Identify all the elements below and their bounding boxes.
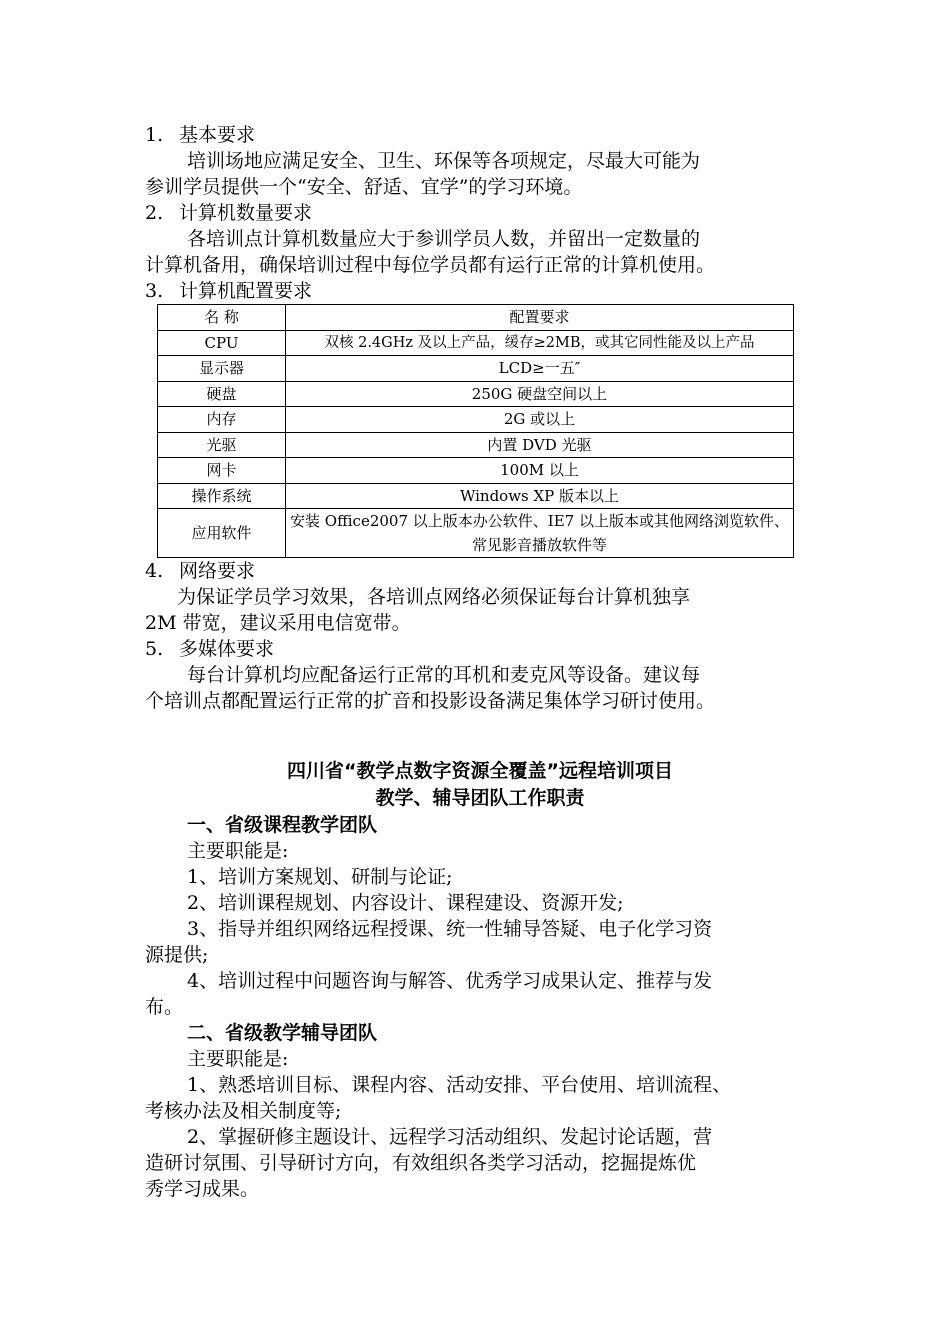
list-item: 布。 [145,996,184,1018]
table-cell: 硬盘 [158,381,286,407]
section-heading-5: 5. 多媒体要求 [145,638,275,660]
table-cell: 内存 [158,407,286,433]
paragraph: 主要职能是: [187,1048,289,1070]
section-heading-3: 3. 计算机配置要求 [145,280,313,302]
table-cell: 250G 硬盘空间以上 [286,381,794,407]
table-header: 名 称 [158,305,286,331]
table-row [158,330,794,356]
paragraph: 每台计算机均应配备运行正常的耳机和麦克风等设备。建议每 [187,664,701,686]
list-item: 4、培训过程中问题咨询与解答、优秀学习成果认定、推荐与发 [187,970,713,992]
section-heading-1: 1. 基本要求 [145,124,256,146]
list-item: 源提供; [145,944,209,966]
paragraph: 参训学员提供一个“安全、舒适、宜学”的学习环境。 [145,176,583,198]
list-item: 2、培训课程规划、内容设计、课程建设、资源开发; [187,892,624,914]
table-row [158,458,794,484]
list-item: 考核办法及相关制度等; [145,1100,342,1122]
duties-subtitle: 教学、辅导团队工作职责 [375,787,585,809]
table-row [158,356,794,382]
list-item: 秀学习成果。 [145,1178,260,1200]
table-row [158,483,794,509]
paragraph: 各培训点计算机数量应大于参训学员人数，并留出一定数量的 [187,228,701,250]
table-header-row [158,305,794,331]
list-item: 造研讨氛围、引导研讨方向，有效组织各类学习活动，挖掘提炼优 [145,1152,697,1174]
paragraph: 主要职能是: [187,840,289,862]
table-cell: 显示器 [158,356,286,382]
config-table [157,304,794,558]
team-heading-2: 二、省级教学辅导团队 [187,1022,378,1044]
table-header: 配置要求 [286,305,794,331]
table-cell: Windows XP 版本以上 [286,483,794,509]
list-item: 1、培训方案规划、研制与论证; [187,866,453,888]
section-heading-2: 2. 计算机数量要求 [145,202,313,224]
document-page [145,122,815,1202]
table-cell: 光驱 [158,432,286,458]
paragraph: 2M 带宽，建议采用电信宽带。 [145,612,411,634]
table-cell: 操作系统 [158,483,286,509]
table-cell: 网卡 [158,458,286,484]
list-item: 3、指导并组织网络远程授课、统一性辅导答疑、电子化学习资 [187,918,713,940]
duties-title: 四川省“教学点数字资源全覆盖”远程培训项目 [287,760,673,782]
table-row [158,432,794,458]
table-cell: 应用软件 [158,509,286,558]
spacer [145,714,815,758]
section-heading-4: 4. 网络要求 [145,560,256,582]
table-cell: 双核 2.4GHz 及以上产品，缓存≥2MB，或其它同性能及以上产品 [286,330,794,356]
list-item: 1、熟悉培训目标、课程内容、活动安排、平台使用、培训流程、 [187,1074,732,1096]
table-cell: 安装 Office2007 以上版本办公软件、IE7 以上版本或其他网络浏览软件、常见影音播放软件等 [286,509,794,558]
table-cell: CPU [158,330,286,356]
table-cell: 100M 以上 [286,458,794,484]
table-cell: LCD≥一五″ [286,356,794,382]
table-row [158,381,794,407]
team-heading-1: 一、省级课程教学团队 [187,814,378,836]
list-item: 2、掌握研修主题设计、远程学习活动组织、发起讨论话题，营 [187,1126,713,1148]
table-row [158,509,794,558]
table-row [158,407,794,433]
table-cell: 内置 DVD 光驱 [286,432,794,458]
paragraph: 培训场地应满足安全、卫生、环保等各项规定，尽最大可能为 [187,150,701,172]
paragraph: 个培训点都配置运行正常的扩音和投影设备满足集体学习研讨使用。 [145,690,716,712]
paragraph: 为保证学员学习效果，各培训点网络必须保证每台计算机独享 [177,586,691,608]
table-cell: 2G 或以上 [286,407,794,433]
paragraph: 计算机备用，确保培训过程中每位学员都有运行正常的计算机使用。 [145,254,716,276]
